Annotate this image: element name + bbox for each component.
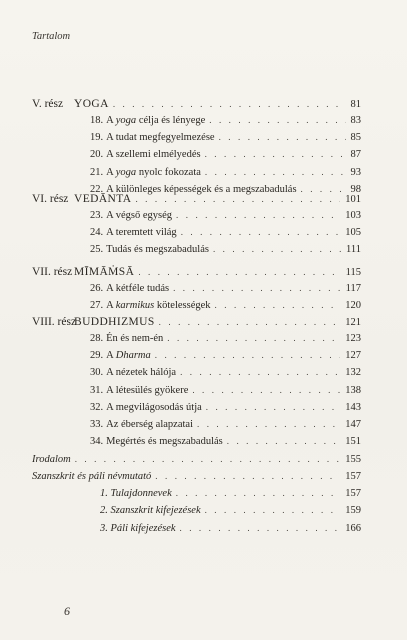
chapter-title-italic: yoga: [115, 167, 137, 178]
chapter-entry: [90, 436, 361, 447]
dot-leader: [206, 402, 340, 412]
chapter-page: 151: [345, 436, 361, 447]
chapter-page: 143: [345, 402, 361, 413]
part-page: 115: [345, 267, 361, 278]
chapter-entry: [90, 210, 361, 221]
part-heading: [32, 98, 361, 110]
chapter-page: 132: [345, 367, 361, 378]
chapter-title: [90, 333, 163, 344]
chapter-title-text: A végső egység: [106, 210, 173, 221]
chapter-title: [90, 210, 172, 221]
chapter-page: 103: [345, 210, 361, 221]
chapter-title-text: Én és nem-én: [106, 333, 164, 344]
part-page: 121: [345, 317, 361, 328]
chapter-entry: [90, 115, 361, 126]
back-matter-page: 157: [345, 488, 361, 499]
chapter-title-italic: karmikus: [115, 300, 155, 311]
chapter-entry: [90, 227, 361, 238]
chapter-title-text: A létesülés gyökere: [106, 385, 189, 396]
chapter-entry: [90, 419, 361, 430]
chapter-page: 85: [350, 132, 361, 143]
chapter-number: 23.: [90, 210, 104, 221]
dot-leader: [135, 194, 340, 204]
part-label: VIII. rész: [32, 316, 77, 328]
dot-leader: [155, 471, 340, 481]
chapter-title-text: Megértés és megszabadulás: [106, 436, 223, 447]
part-title: [32, 316, 155, 328]
part-title: [32, 193, 131, 205]
chapter-title-text: A: [106, 300, 114, 311]
chapter-number: 24.: [90, 227, 104, 238]
chapter-title: [90, 436, 223, 447]
part-label: VII. rész: [32, 266, 73, 278]
chapter-page: 138: [345, 385, 361, 396]
chapter-title-text: A szellemi elmélyedés: [106, 149, 201, 160]
chapter-page: 120: [345, 300, 361, 311]
chapter-title-text: A megvilágosodás útja: [106, 402, 202, 413]
dot-leader: [181, 227, 341, 237]
dot-leader: [227, 436, 341, 446]
chapter-page: 87: [350, 149, 361, 160]
back-matter-entry: [100, 505, 361, 516]
chapter-title-rest: nyolc fokozata: [138, 167, 201, 178]
chapter-entry: [90, 402, 361, 413]
chapter-title-text: A: [106, 115, 114, 126]
chapter-title-text: A tudat megfegyelmezése: [106, 132, 215, 143]
chapter-entry: [90, 244, 361, 255]
page-number: 6: [64, 604, 70, 618]
part-label: VI. rész: [32, 193, 69, 205]
part-name: YOGA: [74, 98, 109, 110]
chapter-page: 147: [345, 419, 361, 430]
chapter-number: 25.: [90, 244, 104, 255]
chapter-title-text: A különleges képességek és a megszabadulás: [106, 184, 297, 195]
chapter-title: [90, 132, 215, 143]
chapter-title-text: A nézetek hálója: [106, 367, 177, 378]
dot-leader: [209, 115, 345, 125]
chapter-entry: [90, 385, 361, 396]
chapter-title: [90, 115, 205, 126]
back-matter-entry: [32, 471, 361, 482]
dot-leader: [113, 99, 346, 109]
chapter-page: 117: [345, 283, 361, 294]
dot-leader: [219, 132, 346, 142]
back-matter-page: 155: [345, 454, 361, 465]
chapter-number: 26.: [90, 283, 104, 294]
chapter-title: [90, 283, 169, 294]
dot-leader: [75, 454, 341, 464]
back-matter-page: 157: [345, 471, 361, 482]
dot-leader: [192, 385, 340, 395]
chapter-number: 33.: [90, 419, 104, 430]
chapter-title-text: Az éberség alapzatai: [106, 419, 193, 430]
dot-leader: [138, 267, 340, 277]
dot-leader: [176, 210, 340, 220]
chapter-title: [90, 419, 193, 430]
part-name: VEDĀNTA: [74, 193, 132, 205]
chapter-title-text: A: [106, 350, 114, 361]
back-matter-entry: [100, 523, 361, 534]
part-heading: [32, 266, 361, 278]
dot-leader: [167, 333, 340, 343]
chapter-entry: [90, 132, 361, 143]
chapter-title: [90, 385, 188, 396]
back-matter-page: 159: [345, 505, 361, 516]
chapter-entry: [90, 283, 361, 294]
chapter-title-rest: kötelességek: [156, 300, 211, 311]
chapter-title-text: A: [106, 167, 114, 178]
back-matter-title: Irodalom: [32, 454, 71, 465]
chapter-number: 31.: [90, 385, 104, 396]
chapter-number: 27.: [90, 300, 104, 311]
part-name: MĪMĀṀSĀ: [74, 266, 135, 278]
part-title: [32, 266, 134, 278]
part-label: V. rész: [32, 98, 64, 110]
dot-leader: [205, 167, 346, 177]
part-title: [32, 98, 109, 110]
dot-leader: [155, 350, 340, 360]
running-head: Tartalom: [32, 31, 71, 42]
dot-leader: [159, 317, 341, 327]
chapter-page: 93: [350, 167, 361, 178]
chapter-entry: [90, 167, 361, 178]
chapter-number: 34.: [90, 436, 104, 447]
chapter-entry: [90, 149, 361, 160]
chapter-number: 28.: [90, 333, 104, 344]
chapter-title-text: Tudás és megszabadulás: [106, 244, 209, 255]
chapter-title: [90, 167, 201, 178]
chapter-number: 30.: [90, 367, 104, 378]
chapter-title-italic: yoga: [115, 115, 137, 126]
back-matter-title: 1. Tulajdonnevek: [100, 488, 172, 499]
chapter-title: [90, 227, 177, 238]
chapter-title: [90, 367, 176, 378]
chapter-title: [90, 244, 209, 255]
chapter-title-italic: Dharma: [115, 350, 151, 361]
chapter-title: [90, 350, 151, 361]
chapter-number: 18.: [90, 115, 104, 126]
chapter-title-text: A teremtett világ: [106, 227, 177, 238]
back-matter-title: Szanszkrit és páli névmutató: [32, 471, 152, 482]
chapter-title: [90, 149, 201, 160]
back-matter-title: 2. Szanszkrit kifejezések: [100, 505, 201, 516]
part-heading: [32, 193, 361, 205]
chapter-page: 83: [350, 115, 361, 126]
back-matter-title: 3. Páli kifejezések: [100, 523, 176, 534]
dot-leader: [205, 505, 341, 515]
chapter-title: [90, 300, 211, 311]
dot-leader: [173, 283, 341, 293]
dot-leader: [213, 244, 341, 254]
part-name: BUDDHIZMUS: [74, 316, 155, 328]
chapter-page: 111: [346, 244, 361, 255]
chapter-entry: [90, 333, 361, 344]
chapter-title-text: A kétféle tudás: [106, 283, 170, 294]
dot-leader: [197, 419, 340, 429]
chapter-number: 21.: [90, 167, 104, 178]
chapter-number: 20.: [90, 149, 104, 160]
chapter-entry: [90, 350, 361, 361]
chapter-page: 127: [345, 350, 361, 361]
back-matter-entry: [32, 454, 361, 465]
chapter-title-rest: célja és lényege: [138, 115, 206, 126]
dot-leader: [180, 367, 340, 377]
chapter-number: 19.: [90, 132, 104, 143]
chapter-page: 123: [345, 333, 361, 344]
part-page: 81: [350, 99, 361, 110]
chapter-entry: [90, 300, 361, 311]
chapter-number: 29.: [90, 350, 104, 361]
dot-leader: [205, 149, 346, 159]
back-matter-page: 166: [345, 523, 361, 534]
part-heading: [32, 316, 361, 328]
part-page: 101: [345, 194, 361, 205]
back-matter-entry: [100, 488, 361, 499]
dot-leader: [176, 488, 341, 498]
chapter-page: 98: [350, 184, 361, 195]
chapter-number: 32.: [90, 402, 104, 413]
chapter-number: 22.: [90, 184, 104, 195]
dot-leader: [180, 523, 341, 533]
chapter-entry: [90, 367, 361, 378]
dot-leader: [215, 300, 341, 310]
chapter-page: 105: [345, 227, 361, 238]
chapter-title: [90, 402, 202, 413]
